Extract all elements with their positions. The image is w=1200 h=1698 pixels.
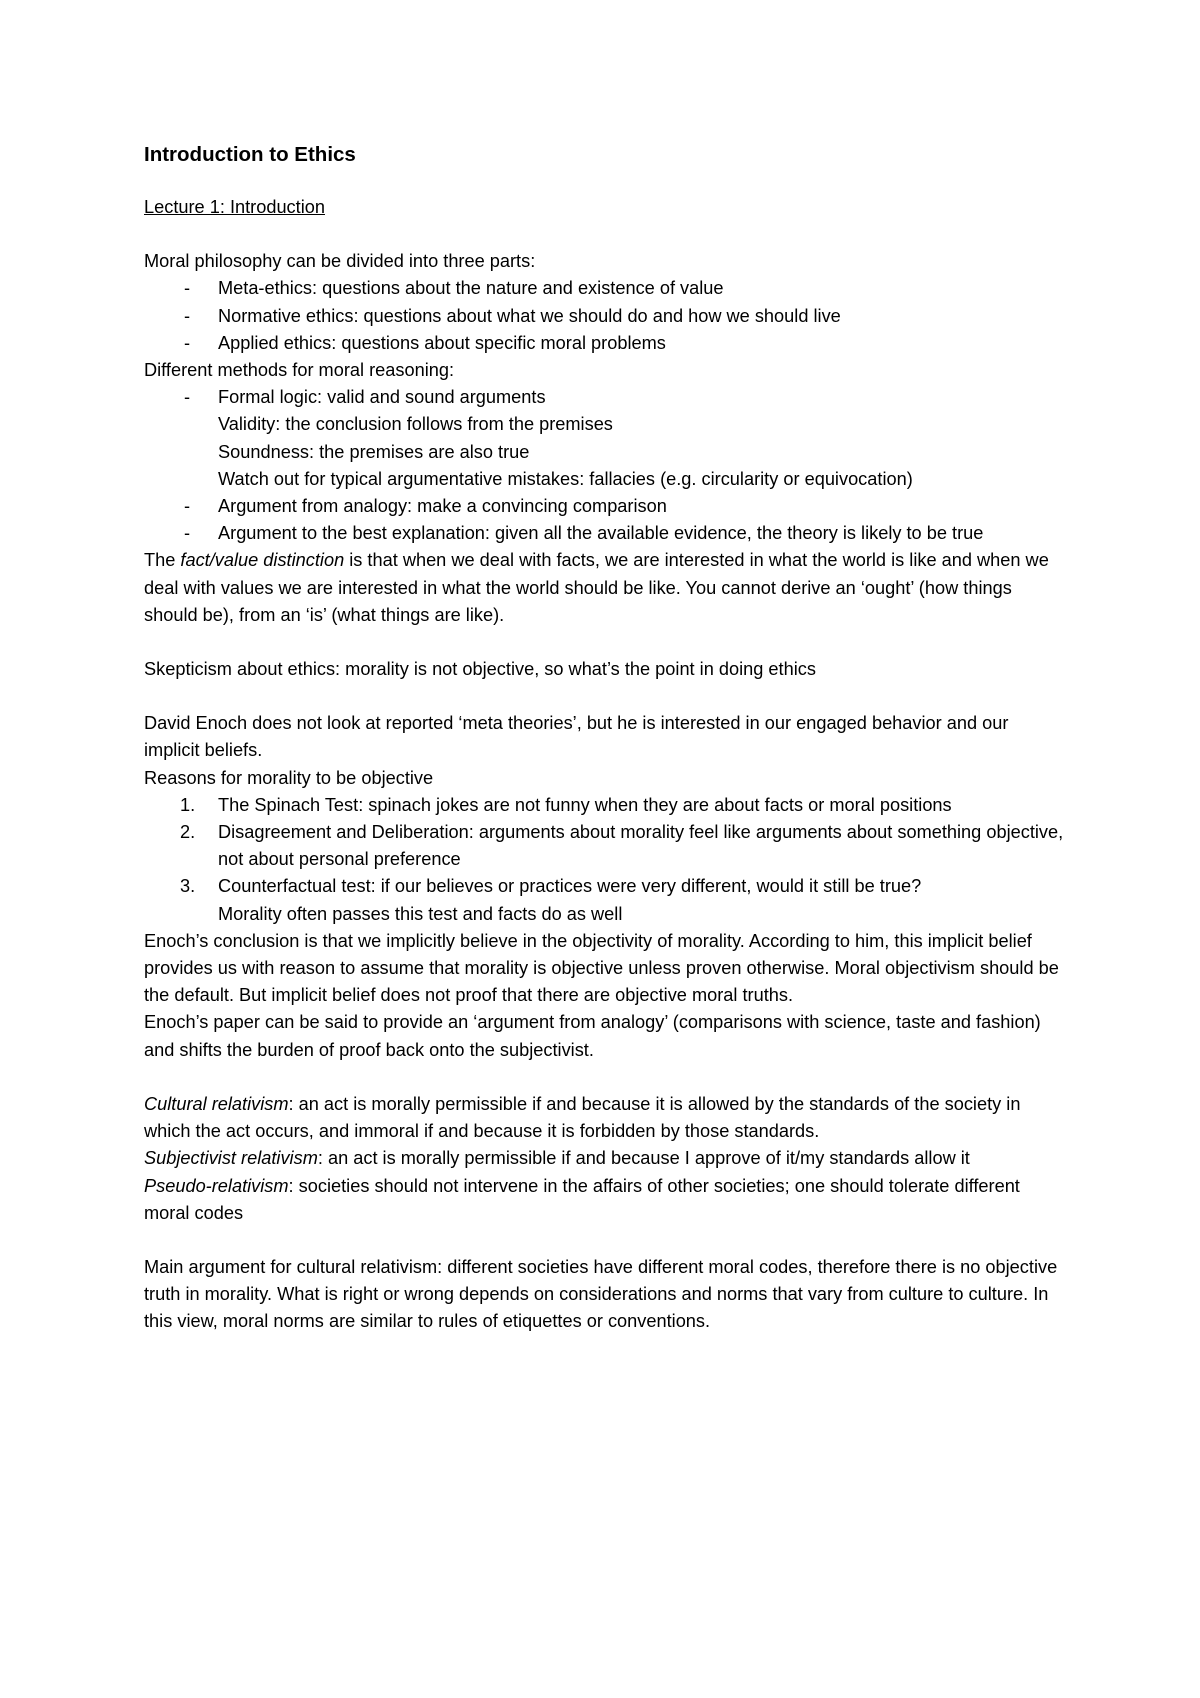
- list-item: - Argument from analogy: make a convincing comparison: [144, 493, 1064, 520]
- fact-value-paragraph: [144, 547, 1064, 629]
- formal-logic-text: Formal logic: valid and sound arguments: [218, 387, 546, 408]
- definition-term: Pseudo-relativism: [144, 1175, 289, 1196]
- parts-intro: Moral philosophy can be divided into three parts:: [144, 251, 536, 272]
- list-item: [144, 384, 1064, 493]
- document-page: [144, 140, 1064, 1336]
- definition-pseudo-relativism: [144, 1173, 1064, 1227]
- list-number: 3.: [180, 876, 196, 897]
- list-item: - Argument to the best explanation: given all the available evidence, the theory is likely to be true: [144, 520, 1064, 547]
- definition-term: Subjectivist relativism: [144, 1148, 318, 1169]
- reasons-intro: Reasons for morality to be objective: [144, 767, 434, 788]
- enoch-conclusion-paragraph: Enoch’s conclusion is that we implicitly believe in the objectivity of morality. According to him, this implicit belief provides us with reason to assume that morality is objective unless proven otherwise. Moral objectivism should be the default. But implicit belief does not proof that there are objective moral truths.: [144, 930, 1059, 1006]
- definition-text: : an act is morally permissible if and because it is allowed by the standards of the society in which the act occurs, and immoral if and because it is forbidden by those standards.: [144, 1093, 1021, 1142]
- fallacies-text: Watch out for typical argumentative mistakes: fallacies (e.g. circularity or equivocation): [218, 468, 913, 489]
- fact-value-pre: The: [144, 550, 181, 571]
- list-item: [144, 792, 1064, 819]
- soundness-text: Soundness: the premises are also true: [218, 441, 530, 462]
- document-title: Introduction to Ethics: [144, 143, 356, 166]
- skepticism-paragraph: Skepticism about ethics: morality is not objective, so what’s the point in doing ethics: [144, 659, 816, 680]
- list-item: - Meta-ethics: questions about the nature and existence of value: [144, 275, 1064, 302]
- definition-text: : an act is morally permissible if and because I approve of it/my standards allow it: [317, 1148, 970, 1169]
- main-argument-paragraph: Main argument for cultural relativism: different societies have different moral codes, therefore there is no objective truth in morality. What is right or wrong depends on considerations and norms that vary from culture to culture. In this view, moral norms are similar to rules of etiquettes or conventions.: [144, 1256, 1058, 1332]
- parts-list: [144, 275, 1064, 357]
- definition-subjectivist-relativism: [144, 1145, 1064, 1172]
- definition-text: : societies should not intervene in the affairs of other societies; one should tolerate different moral codes: [144, 1175, 1020, 1223]
- enoch-paper-paragraph: Enoch’s paper can be said to provide an ‘argument from analogy’ (comparisons with science, taste and fashion) and shifts the burden of proof back onto the subjectivist.: [144, 1012, 1041, 1060]
- methods-list: [144, 384, 1064, 547]
- reason-text: The Spinach Test: spinach jokes are not funny when they are about facts or moral positions: [218, 794, 952, 815]
- list-item: [144, 819, 1064, 873]
- list-number: 1.: [180, 794, 196, 815]
- reasons-list: [144, 792, 1064, 928]
- fact-value-term: fact/value distinction: [180, 550, 345, 571]
- relativism-definitions: [144, 1091, 1064, 1227]
- validity-text: Validity: the conclusion follows from the premises: [218, 414, 613, 435]
- reason-text: Counterfactual test: if our believes or practices were very different, would it still be true?: [218, 876, 922, 897]
- fact-value-post: is that when we deal with facts, we are interested in what the world is like and when we deal with values we are interested in what the world should be like. You cannot derive an ‘ought’ (how things should be), from an ‘is’ (what things are like).: [144, 550, 1049, 625]
- lecture-heading: Lecture 1: Introduction: [144, 197, 325, 217]
- definition-cultural-relativism: [144, 1091, 1064, 1145]
- list-item: - Applied ethics: questions about specific moral problems: [144, 330, 1064, 357]
- reason-subtext: Morality often passes this test and facts do as well: [218, 903, 623, 924]
- methods-intro: Different methods for moral reasoning:: [144, 360, 455, 381]
- reason-text: Disagreement and Deliberation: arguments about morality feel like arguments about something objective, not about personal preference: [218, 822, 1064, 870]
- list-item: - Normative ethics: questions about what we should do and how we should live: [144, 303, 1064, 330]
- definition-term: Cultural relativism: [144, 1093, 289, 1114]
- enoch-intro-paragraph: David Enoch does not look at reported ‘meta theories’, but he is interested in our engaged behavior and our implicit beliefs.: [144, 713, 1009, 761]
- list-item: [144, 873, 1064, 927]
- list-number: 2.: [180, 822, 196, 843]
